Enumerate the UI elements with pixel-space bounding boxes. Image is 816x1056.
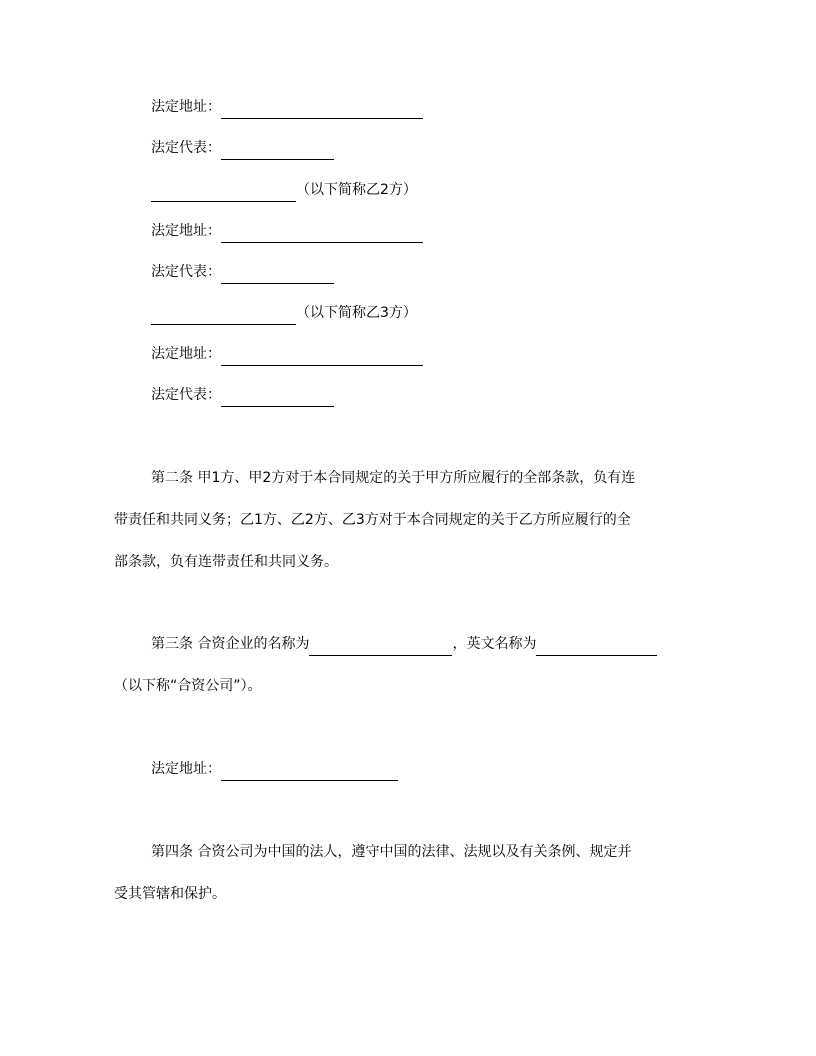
representative-blank: [221, 388, 334, 407]
article-3-line-1: [151, 632, 657, 656]
jv-address-blank: [221, 762, 398, 781]
article-3-line-2: [114, 674, 262, 698]
representative-label: 法定代表：: [151, 264, 221, 280]
jv-address-label: 法定地址：: [151, 761, 221, 777]
article-4: [114, 840, 698, 906]
representative-label: 法定代表：: [151, 387, 221, 403]
party-b2-suffix: （以下简称乙2方）: [296, 182, 417, 198]
address-row: [151, 219, 423, 243]
article-3-middle: ，英文名称为: [452, 636, 537, 652]
representative-label: 法定代表：: [151, 140, 221, 156]
article-4-line-2: 受其管辖和保护。: [114, 886, 226, 902]
address-row: [151, 342, 423, 366]
party-name-blank: [151, 183, 296, 202]
party-name-blank: [151, 306, 296, 325]
address-label: 法定地址：: [151, 223, 221, 239]
address-row: [151, 95, 423, 119]
company-name-blank: [309, 637, 452, 656]
article-3-prefix: 第三条 合资企业的名称为: [151, 636, 310, 652]
party-b3-row: [151, 301, 417, 325]
representative-blank: [221, 265, 334, 284]
article-2-line-1: 第二条 甲1方、甲2方对于本合同规定的关于甲方所应履行的全部条款，负有连: [151, 470, 636, 486]
article-2-line-3: 部条款，负有连带责任和共同义务。: [114, 554, 338, 570]
representative-row: [151, 260, 334, 284]
article-4-line-1: 第四条 合资公司为中国的法人，遵守中国的法律、法规以及有关条例、规定并: [151, 844, 632, 860]
representative-blank: [221, 141, 334, 160]
english-name-blank: [536, 637, 657, 656]
address-label: 法定地址：: [151, 346, 221, 362]
address-blank: [221, 100, 423, 119]
party-b2-row: [151, 178, 417, 202]
representative-row: [151, 383, 334, 407]
article-2: [114, 466, 698, 574]
party-b3-suffix: （以下简称乙3方）: [296, 305, 417, 321]
address-blank: [221, 224, 423, 243]
jv-address-row: [151, 757, 398, 781]
address-label: 法定地址：: [151, 99, 221, 115]
article-3-suffix: （以下称“合资公司”）。: [114, 678, 262, 694]
address-blank: [221, 347, 423, 366]
representative-row: [151, 136, 334, 160]
article-2-line-2: 带责任和共同义务；乙1方、乙2方、乙3方对于本合同规定的关于乙方所应履行的全: [114, 512, 631, 528]
